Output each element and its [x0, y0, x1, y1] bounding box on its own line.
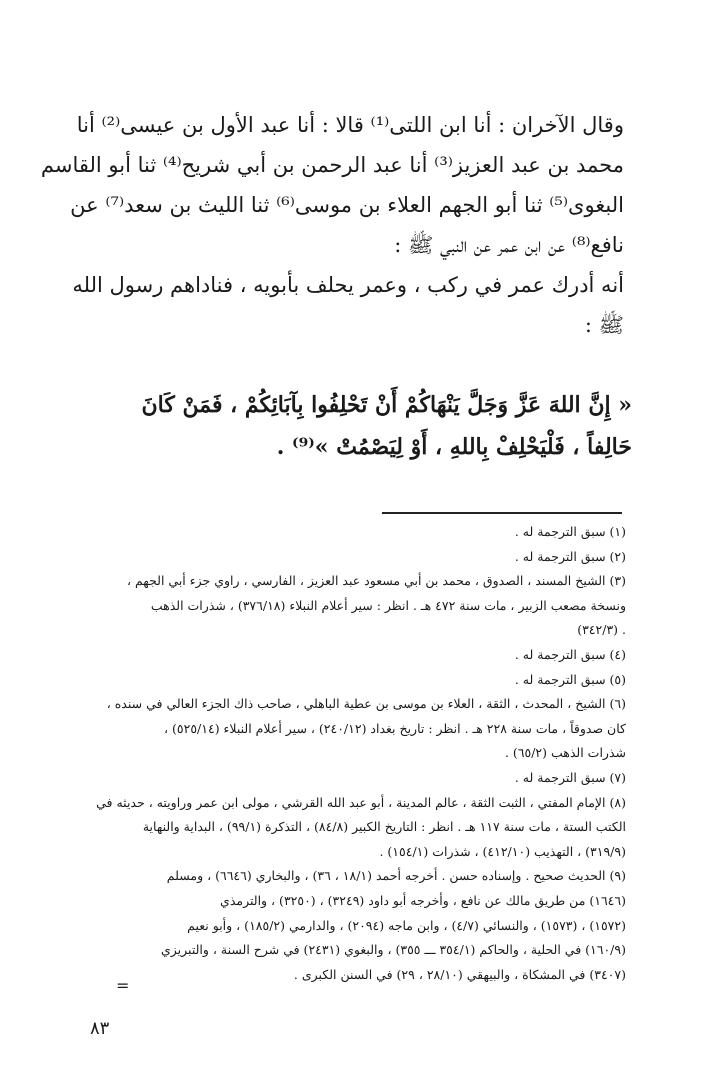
footnote-line: (٥) سبق الترجمة له . [514, 671, 626, 687]
hadith-text [92, 384, 632, 468]
footnote-line: (١٦٤٦) من طريق مالك عن نافع ، وأخرجه أبو داود (٣٢٤٩) ، (٣٢٥٠) ، والترمذي [220, 892, 626, 908]
footnote-line: (١٥٧٢) ، (١٥٧٣) ، والنسائي (٤/٧) ، وابن ماجه (٢٠٩٤) ، والدارمي (١٨٥/٢) ، وأبو نعيم [187, 917, 626, 933]
footnotes [96, 520, 626, 987]
footnote-line: (١٦٠/٩) في الحلية ، والحاكم (٣٥٤/١ ـــ ٣٥٥) ، والبغوي (٢٤٣١) في شرح السنة ، والتبريزي [161, 942, 626, 958]
footnote-line: كان صدوقاً ، مات سنة ٢٢٨ هـ . انظر : تاريخ بغداد (٢٤٠/١٢) ، سير أعلام النبلاء (٥٢٥/١٤) ، [164, 720, 626, 736]
footnote-line: ونسخة مصعب الزبير ، مات سنة ٤٧٢ هـ . انظر : سير أعلام النبلاء (٣٧٦/١٨) ، شذرات الذهب [150, 597, 626, 613]
text-line: البغوى⁽⁵⁾ ثنا أبو الجهم العلاء بن موسى⁽⁶⁾ ثنا الليث بن سعد⁽⁷⁾ عن [70, 193, 624, 217]
footnote-line: (١) سبق الترجمة له . [514, 524, 626, 539]
hadith-line: حَالِفاً ، فَلْيَحْلِفْ بِاللهِ ، أَوْ لِيَصْمُتْ »⁽⁹⁾ . [276, 434, 632, 460]
isnad-paragraph [40, 105, 624, 265]
context-paragraph [72, 265, 624, 345]
continuation-mark: = [116, 976, 130, 995]
footnote-line: (٨) الإمام المفتي ، الثبت الثقة ، عالم المدينة ، أبو عبد الله القرشي ، مولى ابن عمر وراويته ، حديثه في [96, 794, 626, 810]
hadith-line: « إِنَّ اللهَ عَزَّ وَجَلَّ يَنْهَاكُمْ أَنْ تَحْلِفُوا بِآبَائِكُمْ ، فَمَنْ كَانَ [141, 392, 632, 418]
text-line: محمد بن عبد العزيز⁽³⁾ أنا عبد الرحمن بن أبي شريح⁽⁴⁾ ثنا أبو القاسم [40, 153, 624, 177]
footnote-line: (٩) الحديث صحيح . وإسناده حسن . أخرجه أحمد (١٨/١ ، ٣٦) ، والبخاري (٦٦٤٦) ، ومسلم [166, 868, 626, 884]
text-line: وقال الآخران : أنا ابن اللتى⁽¹⁾ قالا : أنا عبد الأول بن عيسى⁽²⁾ أنا [76, 113, 624, 137]
footnote-line: (٦) الشيخ ، المحدث ، الثقة ، العلاء بن موسى بن عطية الباهلي ، صاحب ذاك الجزء العالي في سنده ، [106, 696, 626, 712]
footnote-line: (٤) سبق الترجمة له . [514, 646, 626, 662]
footnote-separator [382, 512, 622, 514]
footnote-line: (٢) سبق الترجمة له . [514, 548, 626, 564]
text-line: ﷺ : [584, 313, 624, 337]
footnote-line: شذرات الذهب (٦٥/٢) . [504, 745, 626, 761]
footnote-line: (٣) الشيخ المسند ، الصدوق ، محمد بن أبي مسعود عبد العزيز ، الفارسي ، راوي جزء أبي الجهم ، [126, 573, 626, 589]
footnote-line: (٣١٩/٩) ، التهذيب (٤١٢/١٠) ، شذرات (١٥٤/١) . [379, 843, 626, 859]
text-line: نافع⁽⁸⁾ عن ابن عمر عن النبي ﷺ : [394, 233, 624, 257]
footnote-line: (٧) سبق الترجمة له . [514, 769, 626, 785]
footnote-line: . (٣٤٢/٣) [577, 622, 626, 638]
footnote-line: (٣٤٠٧) في المشكاة ، والبيهقي (٢٨/١٠ ، ٢٩) في السنن الكبرى . [293, 966, 626, 982]
footnote-line: الكتب الستة ، مات سنة ١١٧ هـ . انظر : التاريخ الكبير (٨٤/٨) ، التذكرة (٩٩/١) ، البداية والنهاية [142, 819, 626, 835]
text-line: أنه أدرك عمر في ركب ، وعمر يحلف بأبويه ، فناداهم رسول الله [72, 273, 624, 297]
page-number: ٨٣ [90, 1018, 110, 1039]
